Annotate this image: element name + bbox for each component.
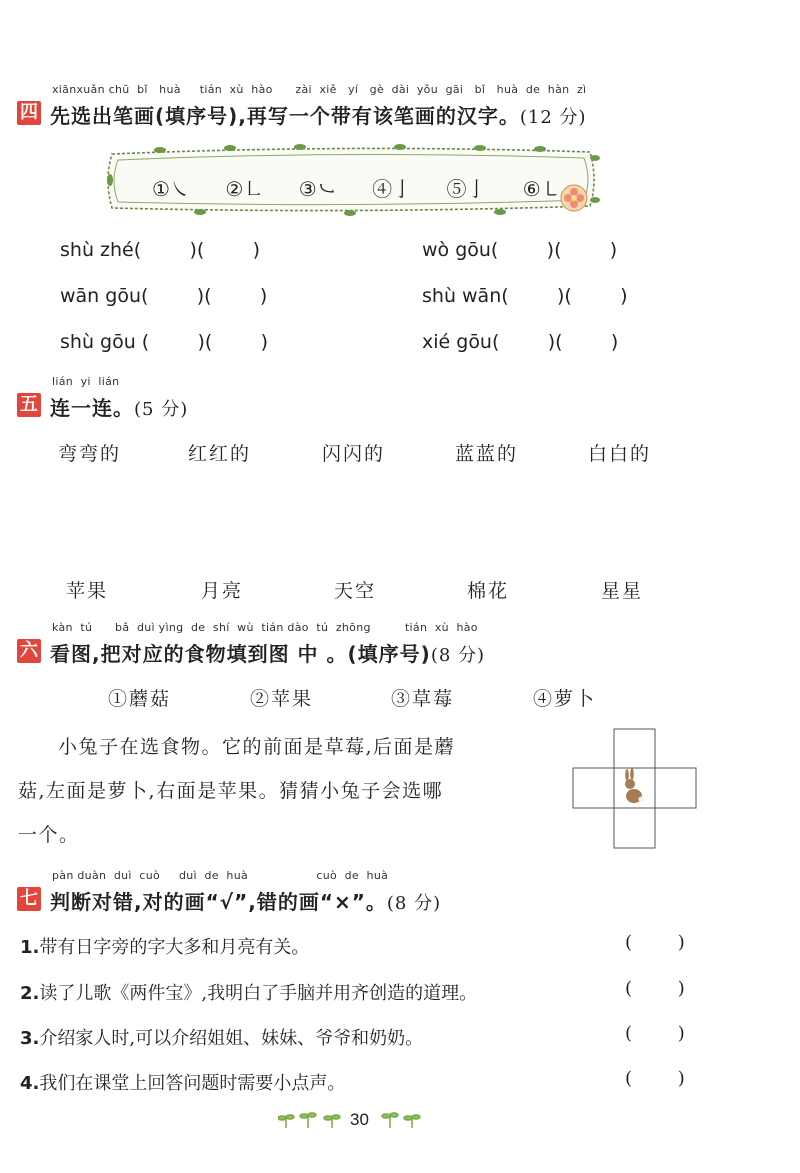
grid-cell-left[interactable]	[573, 768, 614, 808]
judge-item	[20, 1024, 423, 1050]
judge-number: 3.	[20, 1028, 40, 1049]
judge-text: 我们在课堂上回答问题时需要小点声。	[39, 1073, 346, 1094]
food-option: ③草莓	[391, 688, 455, 710]
judge-text: 带有日字旁的字大多和月亮有关。	[39, 937, 310, 958]
match-top-word[interactable]: 红红的	[188, 443, 252, 465]
section7-title	[50, 886, 441, 915]
section6-badge: 六	[17, 639, 41, 663]
section4-title-text: 先选出笔画(填序号),再写一个带有该笔画的汉字。	[50, 104, 520, 128]
match-top-word[interactable]: 闪闪的	[322, 443, 386, 465]
section7-badge: 七	[17, 887, 41, 911]
section4-title	[50, 100, 587, 129]
section7-title-text: 判断对错,对的画“√”,错的画“×”。	[50, 890, 387, 914]
match-top-word[interactable]: 蓝蓝的	[455, 443, 519, 465]
grid-cell-right[interactable]	[655, 768, 696, 808]
judge-item	[20, 933, 309, 959]
judge-answer-box[interactable]: ( )	[625, 1023, 685, 1044]
section4-pinyin: xiānxuǎn chū bǐ huà tián xù hào zài xiě yí gè dài yǒu gāi bǐ huà de hàn zì	[52, 83, 587, 96]
stroke-answer-row[interactable]: wān gōu( )( )	[60, 285, 268, 307]
match-bottom-word[interactable]: 苹果	[66, 580, 109, 602]
section6-score: (8 分)	[430, 645, 486, 666]
match-bottom-word[interactable]: 棉花	[467, 580, 510, 602]
section5-title-text: 连一连。	[50, 396, 134, 420]
food-option: ④萝卜	[533, 688, 597, 710]
section5-title	[50, 392, 188, 421]
section7-score: (8 分)	[386, 893, 442, 914]
judge-number: 2.	[20, 983, 40, 1004]
judge-answer-box[interactable]: ( )	[625, 978, 685, 999]
section4-score: (12 分)	[519, 107, 587, 128]
stroke-option-1: ①㇏	[152, 177, 190, 201]
section4-badge: 四	[17, 101, 41, 125]
passage-line: 小兔子在选食物。它的前面是草莓,后面是蘑	[58, 736, 456, 758]
section7-pinyin: pàn duàn duì cuò duì de huà cuò de huà	[52, 869, 389, 882]
stroke-option-6: ⑥㇄	[522, 177, 561, 201]
section6-pinyin: kàn tú bǎ duì yìng de shí wù tián dào tú zhōng tián xù hào	[52, 621, 478, 634]
judge-answer-box[interactable]: ( )	[625, 1068, 685, 1089]
passage-line: 菇,左面是萝卜,右面是苹果。猜猜小兔子会选哪	[18, 780, 444, 802]
section6-title-text: 看图,把对应的食物填到图 中 。(填序号)	[50, 642, 431, 666]
passage-line: 一个。	[18, 824, 80, 846]
judge-number: 1.	[20, 937, 40, 958]
grid-cell-back[interactable]	[614, 808, 655, 848]
flower-icon	[561, 185, 587, 211]
judge-answer-box[interactable]: ( )	[625, 932, 685, 953]
match-top-word[interactable]: 弯弯的	[58, 443, 122, 465]
food-option: ①蘑菇	[108, 688, 172, 710]
stroke-option-5: ⑤亅	[446, 177, 487, 201]
match-bottom-word[interactable]: 天空	[334, 580, 377, 602]
stroke-answer-row[interactable]: wò gōu( )( )	[422, 239, 618, 261]
section5-pinyin: lián yi lián	[52, 375, 120, 388]
stroke-option-4: ④亅	[372, 177, 413, 201]
sprout-decoration-icon	[278, 1108, 348, 1130]
stroke-answer-row[interactable]: shù wān( )( )	[422, 285, 628, 307]
sprout-decoration-icon	[380, 1108, 426, 1130]
stroke-option-2: ②㇗	[225, 177, 264, 201]
judge-number: 4.	[20, 1073, 40, 1094]
judge-item	[20, 979, 477, 1005]
judge-text: 读了儿歌《两件宝》,我明白了手脑并用齐创造的道理。	[39, 983, 478, 1004]
stroke-answer-row[interactable]: shù gōu ( )( )	[60, 331, 269, 353]
stroke-answer-row[interactable]: xié gōu( )( )	[422, 331, 619, 353]
cross-answer-grid	[572, 728, 698, 850]
stroke-answer-row[interactable]: shù zhé( )( )	[60, 239, 261, 261]
match-top-word[interactable]: 白白的	[588, 443, 652, 465]
stroke-option-3: ③㇃	[298, 177, 337, 201]
food-option: ②苹果	[250, 688, 314, 710]
judge-item	[20, 1069, 345, 1095]
section5-score: (5 分)	[134, 399, 189, 420]
match-bottom-word[interactable]: 月亮	[201, 580, 244, 602]
stroke-options	[152, 173, 563, 202]
section5-badge: 五	[17, 393, 41, 417]
page-number: 30	[350, 1110, 369, 1129]
grid-cell-front[interactable]	[614, 729, 655, 768]
judge-text: 介绍家人时,可以介绍姐姐、妹妹、爷爷和奶奶。	[39, 1028, 424, 1049]
section6-title	[50, 638, 485, 667]
match-bottom-word[interactable]: 星星	[601, 580, 644, 602]
